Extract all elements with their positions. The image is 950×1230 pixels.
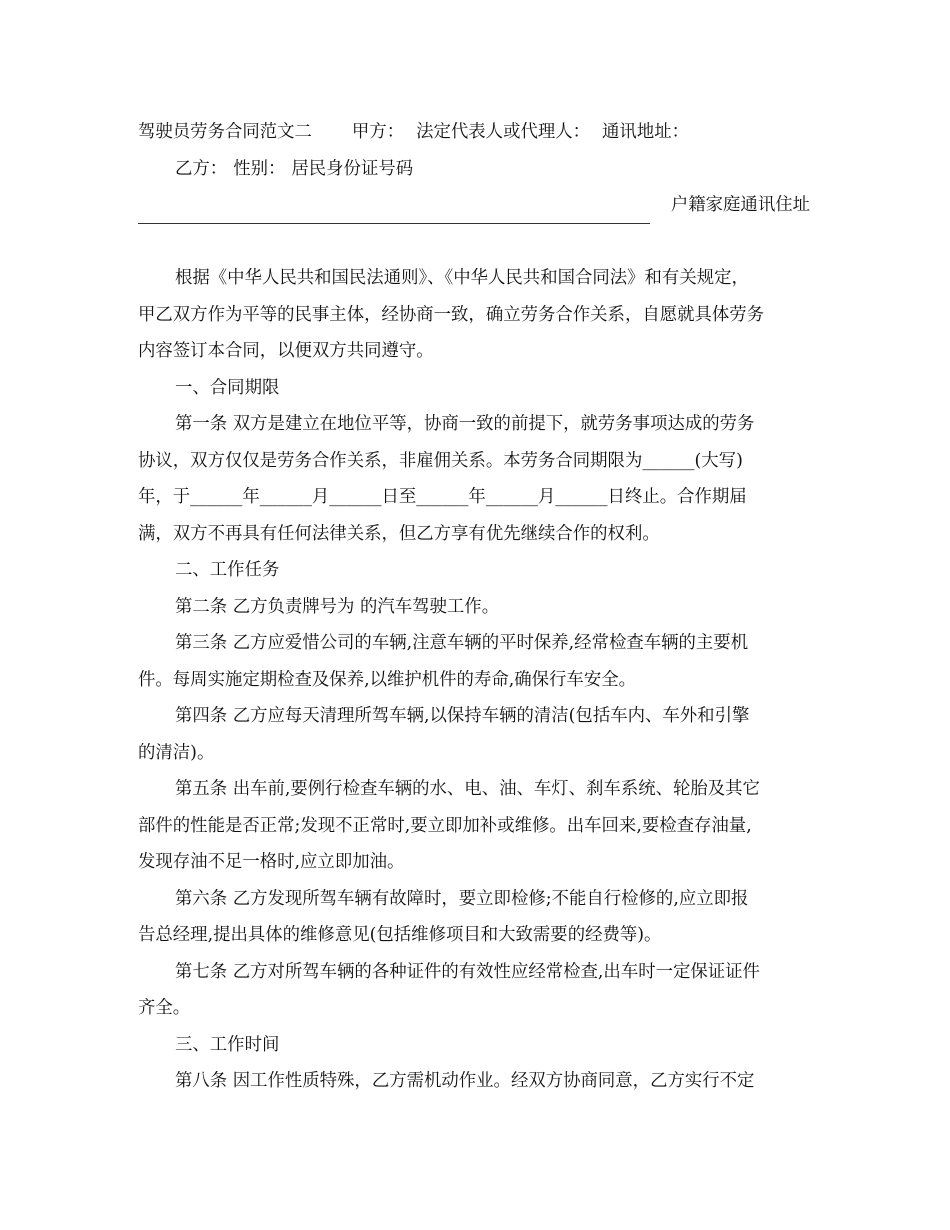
- party-a-address-label: 通讯地址：: [602, 122, 689, 142]
- address-line: [138, 187, 810, 224]
- section-title: 三、工作时间: [175, 1034, 280, 1055]
- article-line: 满，双方不再具有任何法律关系，但乙方享有优先继续合作的权利。: [138, 523, 660, 544]
- article-line: 第四条 乙方应每天清理所驾车辆,以保持车辆的清洁(包括车内、车外和引擎: [175, 706, 750, 726]
- article-line: 第一条 双方是建立在地位平等，协商一致的前提下，就劳务事项达成的劳务: [175, 414, 755, 434]
- party-b-line: [138, 151, 810, 188]
- article-line: 齐全。: [138, 998, 191, 1018]
- article-line: 发现存油不足一格时,应立即加油。: [138, 852, 405, 872]
- section-title: 一、合同期限: [175, 377, 280, 398]
- document-title: 驾驶员劳务合同范文二: [138, 122, 312, 142]
- party-b-label: 乙方：: [175, 158, 228, 179]
- intro-line: 内容签订本合同，以便双方共同遵守。: [138, 341, 434, 361]
- article-line: 第八条 因工作性质特殊，乙方需机动作业。经双方协商同意，乙方实行不定: [175, 1071, 755, 1091]
- article-line: 第二条 乙方负责牌号为 的汽车驾驶工作。: [175, 596, 500, 617]
- id-number-blank: [138, 201, 650, 224]
- article-line: 年，于______年______月______日至______年______月______日终止。合作期届: [138, 487, 747, 507]
- party-a-label: 甲方：: [351, 122, 405, 142]
- id-number-label: 居民身份证号码: [291, 158, 414, 179]
- gender-label: 性别：: [233, 158, 286, 179]
- article-line: 告总经理,提出具体的维修意见(包括维修项目和大致需要的经费等)。: [138, 925, 662, 945]
- intro-line: 甲乙双方作为平等的民事主体，经协商一致，确立劳务合作关系，自愿就具体劳务: [138, 304, 765, 325]
- article-line: 件。每周实施定期检查及保养,以维护机件的寿命,确保行车安全。: [138, 669, 636, 690]
- intro-line: 根据《中华人民共和国民法通则》、《中华人民共和国合同法》和有关规定，: [175, 268, 749, 288]
- article-line: 第六条 乙方发现所驾车辆有故障时，要立即检修;不能自行检修的,应立即报: [175, 888, 749, 909]
- document-content: [138, 114, 810, 1100]
- section-title: 二、工作任务: [175, 560, 280, 580]
- article-line: 第五条 出车前,要例行检查车辆的水、电、油、车灯、刹车系统、轮胎及其它: [175, 779, 760, 799]
- article-line: 第七条 乙方对所驾车辆的各种证件的有效性应经常检查,出车时一定保证证件: [175, 961, 760, 982]
- address-blank-line: [138, 224, 810, 261]
- article-line: 部件的性能是否正常;发现不正常时,要立即加补或维修。出车回来,要检查存油量,: [138, 815, 752, 836]
- article-line: 的清洁)。: [138, 742, 215, 763]
- header-line: [138, 114, 810, 151]
- address-label: 户籍家庭通讯住址: [670, 195, 810, 215]
- article-line: 第三条 乙方应爱惜公司的车辆,注意车辆的平时保养,经常检查车辆的主要机: [175, 633, 749, 653]
- party-a-rep-label: 法定代表人或代理人：: [416, 122, 591, 142]
- article-line: 协议，双方仅仅是劳务合作关系，非雇佣关系。本劳务合同期限为______(大写): [138, 450, 743, 471]
